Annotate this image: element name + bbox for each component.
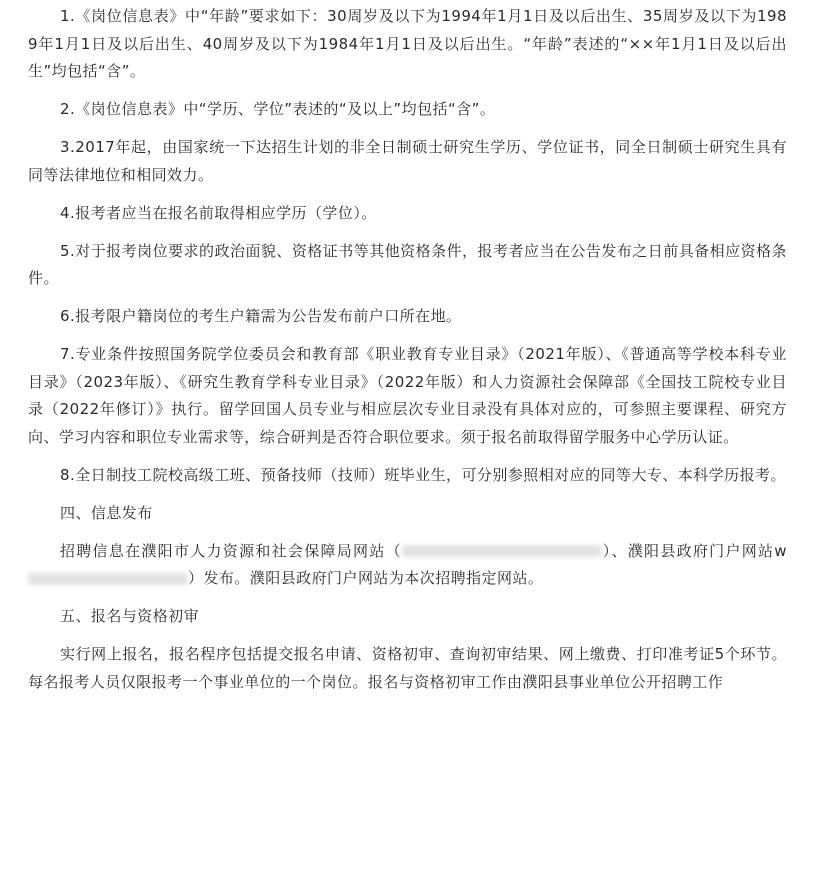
paragraph-note-7: 7.专业条件按照国务院学位委员会和教育部《职业教育专业目录》（2021年版）、《普通高等学校本科专业目录》（2023年版）、《研究生教育学科专业目录》（2022年版）和人力资源社会保障部《全国技工院校专业目录（2022年修订）》执行。留学回国人员专业与相应层次专业目录没有具体对应的，可参照主要课程、研究方向、学习内容和职位专业需求等，综合研判是否符合职位要求。须于报名前取得留学服务中心学历认证。 bbox=[28, 345, 787, 446]
paragraph-info-release bbox=[28, 538, 787, 593]
paragraph-note-1: 1.《岗位信息表》中“年龄”要求如下：30周岁及以下为1994年1月1日及以后出生、35周岁及以下为1989年1月1日及以后出生、40周岁及以下为1984年1月1日及以后出生。“年龄”表述的“××年1月1日及以后出生”均包括“含”。 bbox=[28, 7, 787, 80]
section-heading-registration: 五、报名与资格初审 bbox=[60, 607, 200, 625]
info-release-text-a: 招聘信息在濮阳市人力资源和社会保障局网站（ bbox=[60, 541, 402, 560]
paragraph-note-6: 6.报考限户籍岗位的考生户籍需为公告发布前户口所在地。 bbox=[60, 307, 462, 325]
info-release-text-d: ）发布。濮阳县政府门户网站为本次招聘指定网站。 bbox=[188, 569, 544, 587]
section-heading-info-release: 四、信息发布 bbox=[60, 503, 153, 522]
paragraph-registration: 实行网上报名，报名程序包括提交报名申请、资格初审、查询初审结果、网上缴费、打印准考证5个环节。每名报考人员仅限报考一个事业单位的一个岗位。报名与资格初审工作由濮阳县事业单位公开招聘工作 bbox=[28, 645, 787, 691]
paragraph-note-2: 2.《岗位信息表》中“学历、学位”表述的“及以上”均包括“含”。 bbox=[60, 100, 496, 118]
redacted-website-url bbox=[402, 545, 602, 557]
redacted-county-url bbox=[28, 573, 188, 585]
info-release-text-b: ）、濮阳县政府门户网站 bbox=[601, 541, 775, 560]
paragraph-note-5: 5.对于报考岗位要求的政治面貌、资格证书等其他资格条件，报考者应当在公告发布之日前具备相应资格条件。 bbox=[28, 241, 787, 287]
paragraph-note-4: 4.报考者应当在报名前取得相应学历（学位）。 bbox=[60, 203, 377, 222]
paragraph-note-3: 3.2017年起，由国家统一下达招生计划的非全日制硕士研究生学历、学位证书，同全日制硕士研究生具有同等法律地位和相同效力。 bbox=[28, 138, 787, 184]
info-release-text-c: w bbox=[774, 541, 787, 560]
paragraph-note-8: 8.全日制技工院校高级工班、预备技师（技师）班毕业生，可分别参照相对应的同等大专、本科学历报考。 bbox=[60, 465, 786, 484]
